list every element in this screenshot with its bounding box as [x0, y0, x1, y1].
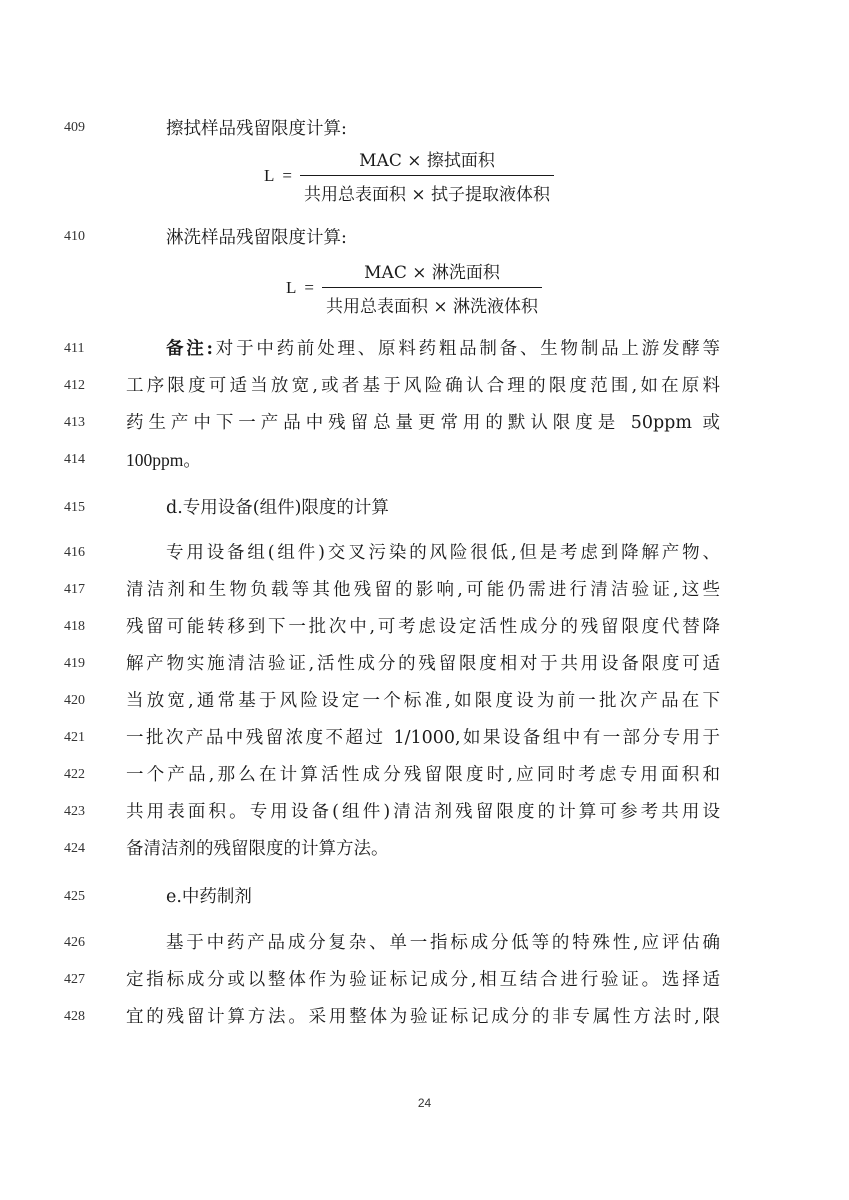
- paragraph-line: 专用设备组(组件)交叉污染的风险很低,但是考虑到降解产物、: [166, 543, 720, 563]
- formula-rinse-limit: [0, 258, 849, 328]
- formula-equals: =: [282, 165, 292, 185]
- formula-lhs: L: [286, 277, 297, 297]
- formula-denominator: 共用总表面积 × 淋洗液体积: [322, 287, 542, 317]
- formula-numerator: MAC × 擦拭面积: [359, 151, 495, 171]
- paragraph-line: 残留可能转移到下一批次中,可考虑设定活性成分的残留限度代替降: [126, 617, 720, 637]
- formula-denominator: 共用总表面积 × 拭子提取液体积: [300, 175, 554, 205]
- paragraph-line: 备清洁剂的残留限度的计算方法。: [126, 839, 389, 859]
- line-number: 415: [64, 500, 85, 515]
- line-number: 424: [64, 841, 85, 856]
- paragraph-line: 一个产品,那么在计算活性成分残留限度时,应同时考虑专用面积和: [126, 765, 720, 785]
- formula-fraction: [300, 146, 554, 205]
- line-number: 422: [64, 767, 85, 782]
- paragraph-line: 100ppm。: [126, 450, 201, 470]
- line-number: 423: [64, 804, 85, 819]
- formula-numerator: MAC × 淋洗面积: [364, 263, 500, 283]
- line-number: 425: [64, 889, 85, 904]
- line-number: 410: [64, 229, 85, 244]
- line-number: 411: [64, 341, 85, 356]
- paragraph-line: 擦拭样品残留限度计算:: [166, 119, 347, 139]
- line-number: 427: [64, 972, 85, 987]
- formula-lhs: L: [264, 165, 275, 185]
- paragraph-line: 解产物实施清洁验证,活性成分的残留限度相对于共用设备限度可适: [126, 654, 720, 674]
- paragraph-line: 药生产中下一产品中残留总量更常用的默认限度是 50ppm 或: [126, 413, 720, 433]
- formula-swab-limit: [0, 146, 849, 216]
- line-number: 416: [64, 545, 85, 560]
- paragraph-line: 当放宽,通常基于风险设定一个标准,如限度设为前一批次产品在下: [126, 691, 720, 711]
- line-number: 419: [64, 656, 85, 671]
- line-number: 417: [64, 582, 85, 597]
- paragraph-line: 定指标成分或以整体作为验证标记成分,相互结合进行验证。选择适: [126, 970, 720, 990]
- note-text: 对于中药前处理、原料药粗品制备、生物制品上游发酵等: [213, 339, 721, 359]
- formula-fraction: [322, 258, 542, 317]
- paragraph-line: 基于中药产品成分复杂、单一指标成分低等的特殊性,应评估确: [166, 933, 720, 953]
- paragraph-line: 一批次产品中残留浓度不超过 1/1000,如果设备组中有一部分专用于: [126, 728, 720, 748]
- line-number: 420: [64, 693, 85, 708]
- page-number: 24: [417, 1096, 432, 1110]
- paragraph-line: 清洁剂和生物负载等其他残留的影响,可能仍需进行清洁验证,这些: [126, 580, 720, 600]
- line-number: 409: [64, 120, 85, 135]
- paragraph-line: 淋洗样品残留限度计算:: [166, 228, 347, 248]
- line-number: 428: [64, 1009, 85, 1024]
- paragraph-line: 宜的残留计算方法。采用整体为验证标记成分的非专属性方法时,限: [126, 1007, 720, 1027]
- line-number: 413: [64, 415, 85, 430]
- formula-equals: =: [304, 277, 314, 297]
- paragraph-line: 共用表面积。专用设备(组件)清洁剂残留限度的计算可参考共用设: [126, 802, 720, 822]
- section-heading: e.中药制剂: [166, 887, 252, 907]
- line-number: 418: [64, 619, 85, 634]
- line-number: 414: [64, 452, 85, 467]
- paragraph-line: 工序限度可适当放宽,或者基于风险确认合理的限度范围,如在原料: [126, 376, 720, 396]
- paragraph-line: [166, 337, 720, 361]
- line-number: 426: [64, 935, 85, 950]
- note-label: 备注:: [166, 339, 214, 359]
- line-number: 421: [64, 730, 85, 745]
- section-heading: d.专用设备(组件)限度的计算: [166, 498, 389, 518]
- line-number: 412: [64, 378, 85, 393]
